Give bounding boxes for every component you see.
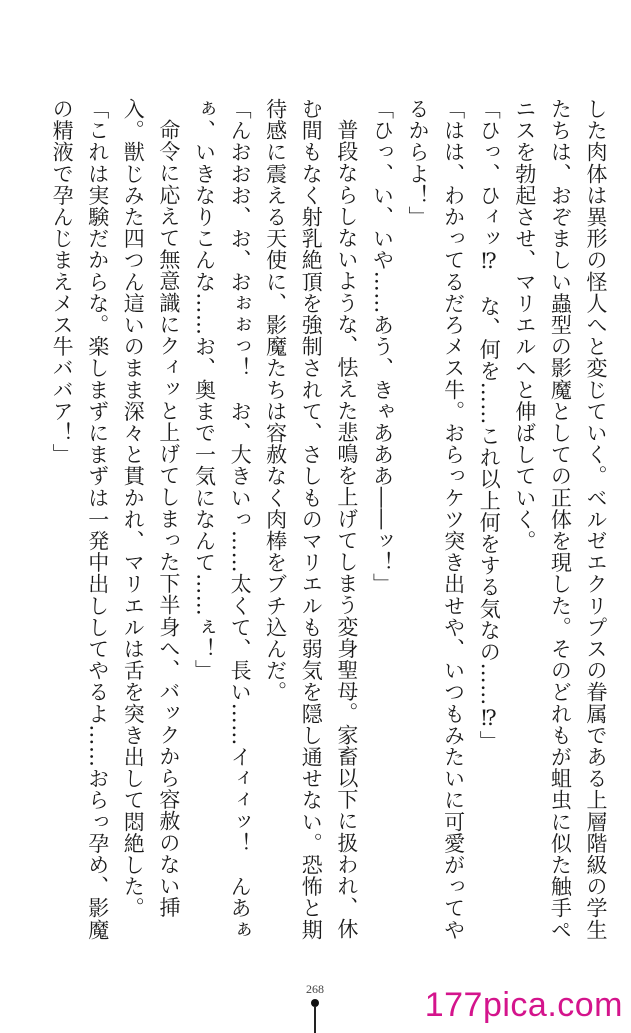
paragraph-7: 命令に応えて無意識にクィッと上げてしまった下半身へ、バックから容赦のない挿入。獣じみた四つん這いのまま深々と貫かれ、マリエルは舌を突き出して悶絶した。 — [121, 98, 181, 919]
page-marker-line — [314, 1006, 316, 1033]
paragraph-1: した肉体は異形の怪人へと変じていく。ベルゼエクリプスの眷属である上層階級の学生たちは、おぞましい蟲型の影魔としての正体を現した。そのどれもが蛆虫に似た触手ペニスを勃起させ、マリエルへと伸ばしていく。 — [512, 98, 608, 941]
page-number: 268 — [306, 982, 324, 996]
paragraph-5: 普段ならしないような、怯えた悲鳴を上げてしまう変身聖母。家畜以下に扱われ、休む間もなく射乳絶頂を強制されて、さしものマリエルも弱気を隠し通せない。恐怖と期待感に震える天使に、影魔たちは容赦なく肉棒をブチ込んだ。 — [263, 98, 359, 941]
paragraph-2: 「ひっ、ひィッ⁉ な、何を……これ以上何をする気なの……⁉」 — [477, 98, 502, 752]
paragraph-4: 「ひっ、い、いや……あう、きゃあああ――ッ！」 — [370, 98, 395, 595]
vertical-text-body — [44, 98, 614, 948]
paragraph-6: 「んおおお、お、おぉぉっ！ お、大きいっ……太くて、長い……イィィッ！ んあぁぁ、いきなりこんな……お、奥まで一気になんて……ぇ！」 — [192, 98, 253, 941]
watermark: 177pica.com — [424, 986, 623, 1024]
paragraph-8: 「これは実験だからな。楽しまずにまずは一発中出ししてやるよ……おらっ孕め、影魔の精液で孕んじまえメス牛ババア！」 — [50, 98, 110, 941]
paragraph-3: 「はは、わかってるだろメス牛。おらっケツ突き出せや、いつもみたいに可愛がってやるからよ！」 — [406, 98, 466, 941]
